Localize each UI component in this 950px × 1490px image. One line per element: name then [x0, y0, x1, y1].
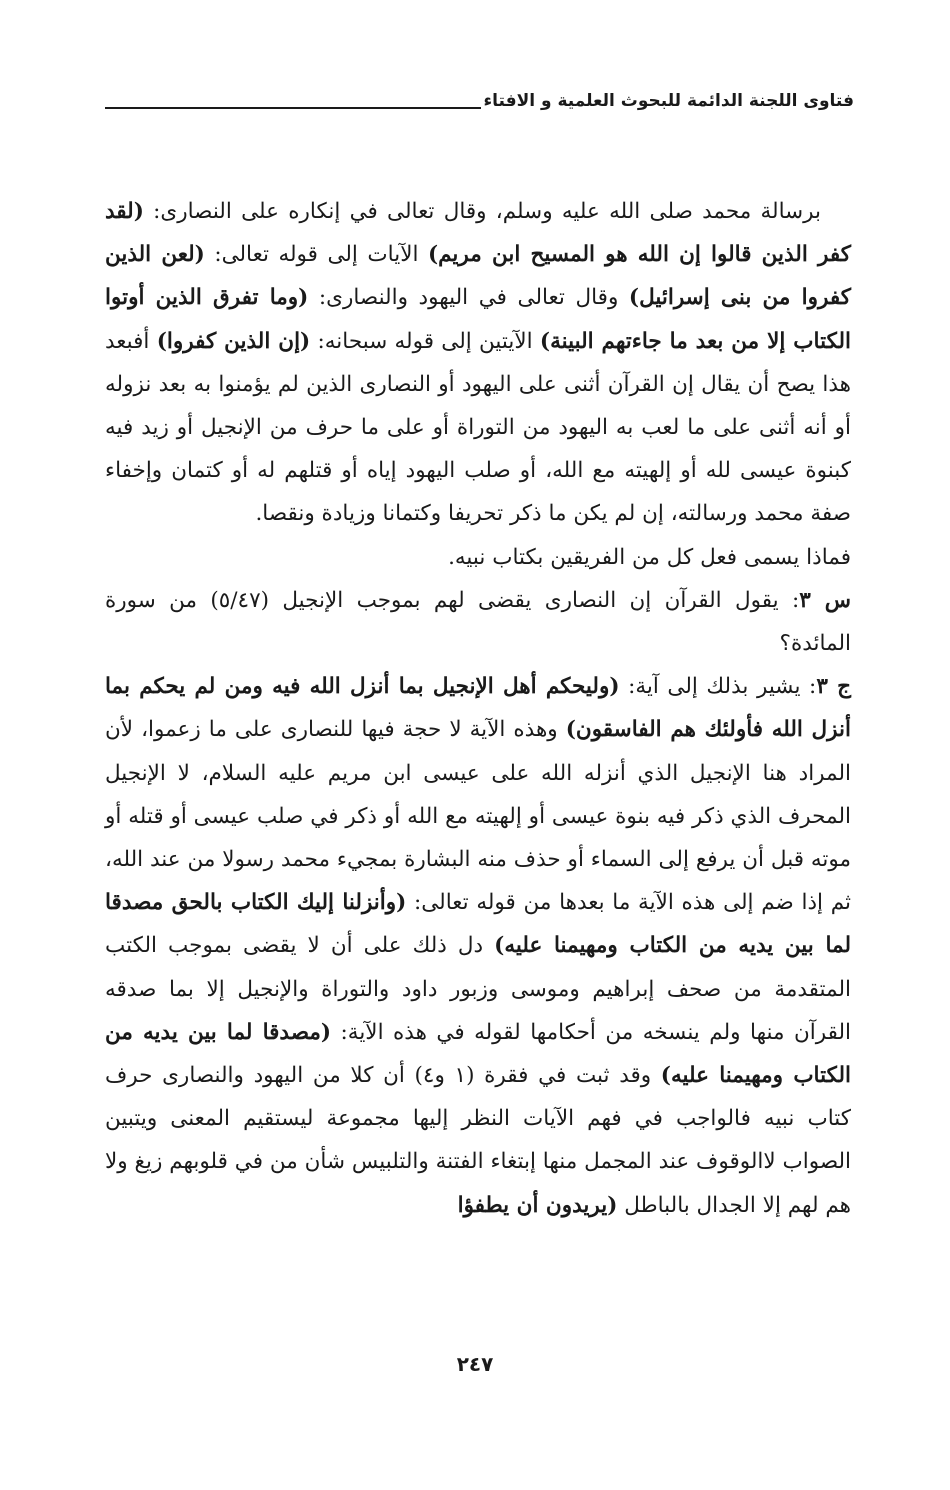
header-title: فتاوى اللجنة الدائمة للبحوث العلمية و الافتاء: [483, 91, 854, 111]
quran-quote: (لعن الذين كفروا من بنى إسرائيل): [105, 242, 851, 311]
text-run: دل ذلك على أن لا يقضى بموجب الكتب المتقدمة من صحف إبراهيم وموسى وزبور داود والتوراة والإنجيل إلا بما صدقه القرآن منها ولم ينسخه من أحكامها لقوله في هذه الآية:: [105, 933, 852, 1045]
quran-quote: (لقد كفر الذين قالوا إن الله هو المسيح ابن مريم): [105, 199, 851, 268]
text-run: برسالة محمد صلى الله عليه وسلم، وقال تعالى في إنكاره على النصارى:: [143, 199, 821, 224]
text-run: وقال تعالى في اليهود والنصارى:: [308, 285, 629, 311]
quran-quote: (مصدقا لما بين يديه من الكتاب ومهيمنا عليه): [105, 1019, 851, 1089]
question-label: س ٣: [799, 587, 852, 613]
text-run: وقد ثبت في فقرة (١ و٤) أن كلا من اليهود والنصارى حرف كتاب نبيه فالواجب في فهم الآيات النظر إليها مجموعة ليستقيم المعنى ويتبين الصواب لاالوقوف عند المجمل منها إبتغاء الفتنة والتلبيس شأن من في قلوبهم زيغ ولا هم لهم إلا الجدال بالباطل: [105, 1063, 851, 1218]
answer-label: ج ٣: [816, 674, 851, 700]
quran-quote: (وأنزلنا إليك الكتاب بالحق مصدقا لما بين يديه من الكتاب ومهيمنا عليه): [105, 890, 851, 959]
text-run: الآيات إلى قوله تعالى:: [204, 242, 428, 268]
quran-quote: (وما تفرق الذين أوتوا الكتاب إلا من بعد ما جاءتهم البينة): [105, 285, 851, 354]
question-text: : يقول القرآن إن النصارى يقضى لهم بموجب الإنجيل (٥/٤٧) من سورة المائدة؟: [105, 587, 851, 657]
body-text: [105, 190, 851, 1227]
text-run: أفبعد هذا يصح أن يقال إن القرآن أثنى على اليهود أو النصارى الذين لم يؤمنوا به بعد نزوله أو أنه أثنى على ما لعب به اليهود من التوراة أو على ما حرف من الإنجيل أو زيد فيه كبنوة عيسى لله أو إلهيته مع الله، أو صلب اليهود إياه أو قتلهم له أو كتمان وإخفاء صفة محمد ورسالته، إن لم يكن ما ذكر تحريفا وكتمانا وزيادة ونقصا.: [105, 328, 851, 527]
page-number: ٢٤٧: [456, 1352, 494, 1376]
text-run: وهذه الآية لا حجة فيها للنصارى على ما زعموا، لأن المراد هنا الإنجيل الذي أنزله الله على عيسى ابن مريم عليه السلام، لا الإنجيل المحرف الذي ذكر فيه بنوة عيسى أو إلهيته مع الله أو ذكر في صلب عيسى أو قتله أو موته قبل أن يرفع إلى السماء أو حذف منه البشارة بمجيء محمد رسولا من عند الله، ثم إذا ضم إلى هذه الآية ما بعدها من قوله تعالى:: [105, 717, 851, 916]
paragraph-closing-question: فماذا يسمى فعل كل من الفريقين بكتاب نبيه.: [448, 544, 851, 570]
quran-quote: (إن الذين كفروا): [156, 328, 311, 354]
text-run: الآيتين إلى قوله سبحانه:: [310, 328, 540, 354]
running-header: [105, 82, 854, 112]
quran-quote: (وليحكم أهل الإنجيل بما أنزل الله فيه ومن لم يحكم بما أنزل الله فأولئك هم الفاسقون): [105, 674, 852, 743]
header-rule: [105, 107, 481, 109]
answer-3: [105, 665, 851, 1227]
question-3: [105, 579, 851, 665]
paragraph-answer-continuation: [105, 190, 851, 536]
quran-quote: (يريدون أن يطفؤا: [457, 1192, 618, 1218]
text-run: : يشير بذلك إلى آية:: [619, 674, 817, 700]
